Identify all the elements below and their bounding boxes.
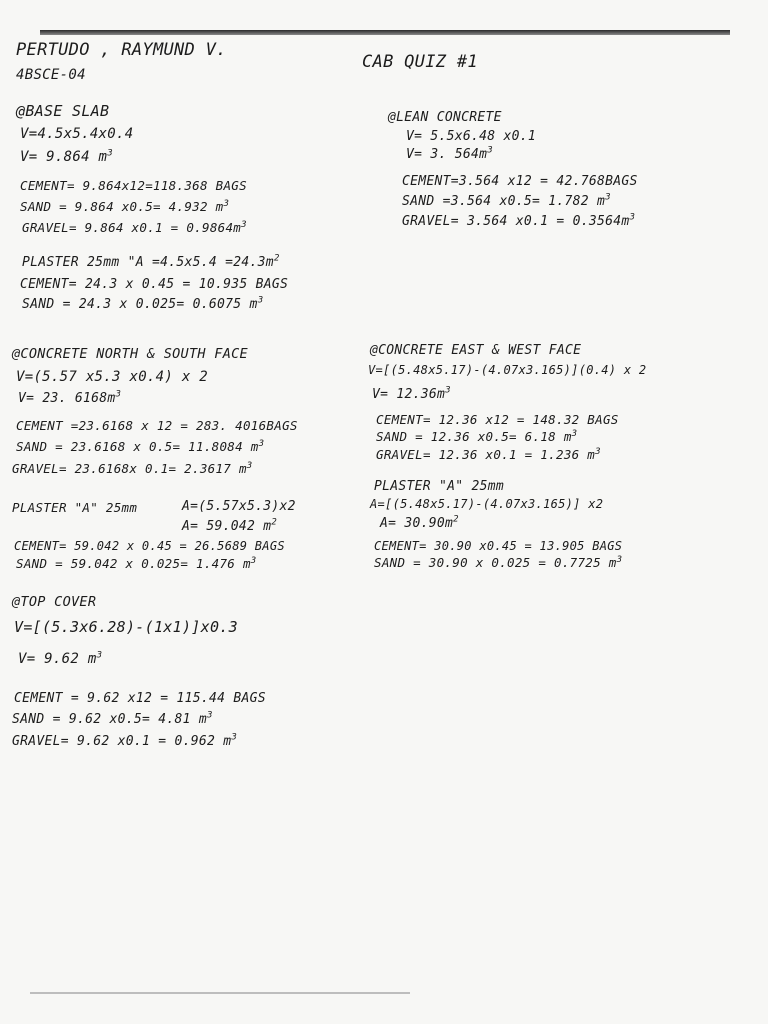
base-slab-plaster-cement: CEMENT= 24.3 x 0.45 = 10.935 BAGS [20,277,289,292]
lean-concrete-volume: V= 3. $564m^3$ [406,145,493,162]
student-name: PERTUDO , RAYMUND V. [16,40,227,60]
base-slab-volume: V= 9.864 $m^3$ [20,148,114,165]
student-section: 4BSCE-04 [16,67,86,83]
east-west-cement: CEMENT= 12.36 x12 = 148.32 BAGS [376,412,619,427]
top-cover-gravel: GRAVEL= 9.62 x0.1 = 0.962 $m^3$ [12,732,238,749]
lean-concrete-cement: CEMENT=3.564 x12 = 42.768BAGS [402,174,638,189]
base-slab-plaster: PLASTER 25mm "$A =4.5x5.4 =24.3m^2$ [22,253,280,270]
top-cover-title: @TOP COVER [12,594,97,610]
east-west-title: @CONCRETE EAST & WEST FACE [370,343,582,358]
east-west-plaster-area: $A= 30.90m^2$ [380,514,459,531]
base-slab-gravel: GRAVEL= 9.864 $x0.1 = 0.9864m^3$ [22,219,247,235]
base-slab-sand: SAND = 9.864 x0.5= 4.932 $m^3$ [20,198,230,214]
north-south-plaster-area: A= 59.042 $m^2$ [182,517,278,534]
lean-concrete-volume-formula: V= 5.5x6.48 x0.1 [406,129,537,144]
top-cover-volume-formula: V=[(5.3x6.28)-(1x1)]x0.3 [14,618,238,636]
east-west-plaster-cement: CEMENT= 30.90 x0.45 = 13.905 BAGS [374,539,623,553]
top-cover-volume: V= 9.62 $m^3$ [18,650,103,667]
base-slab-title: @BASE SLAB [16,102,110,120]
east-west-volume: $V= 12.36m^3$ [372,385,451,402]
base-slab-plaster-sand: SAND = 24.3 x 0.025= 0.6075 $m^3$ [22,295,264,312]
north-south-volume: V= 23. $6168m^3$ [18,389,122,406]
lean-concrete-sand: SAND =3.564 x0.5= 1.782 $m^3$ [402,192,611,209]
north-south-cement: CEMENT =23.6168 x 12 = 283. 4016BAGS [16,418,298,433]
north-south-gravel: GRAVEL= 23.6168x 0.1= 2.3617 $m^3$ [12,460,253,476]
north-south-title: @CONCRETE NORTH & SOUTH FACE [12,346,248,362]
north-south-plaster-cement: CEMENT= 59.042 x 0.45 = 26.5689 BAGS [14,539,285,553]
east-west-plaster-area-formula: A=[(5.48x5.17)-(4.07x3.165)] x2 [370,497,604,511]
top-cover-sand: SAND = 9.62 x0.5= 4.81 $m^3$ [12,710,213,727]
east-west-sand: SAND = 12.36 x0.5= 6.18 $m^3$ [376,428,578,444]
page-bottom-edge [30,992,410,994]
base-slab-volume-formula: V=4.5x5.4x0.4 [20,126,134,142]
lean-concrete-gravel: GRAVEL= 3.564 $x0.1 = 0.3564m^3$ [402,212,636,229]
top-cover-cement: CEMENT = 9.62 x12 = 115.44 BAGS [14,691,266,706]
north-south-plaster-label: PLASTER "A" 25mm [12,500,138,515]
north-south-plaster-area-formula: A=(5.57x5.3)x2 [182,499,296,514]
north-south-volume-formula: V=(5.57 x5.3 x0.4) x 2 [16,369,209,385]
north-south-plaster-sand: SAND = 59.042 x 0.025= 1.476 $m^3$ [16,555,257,571]
quiz-title: CAB QUIZ #1 [362,52,478,72]
east-west-plaster-label: PLASTER "A" 25mm [374,479,505,494]
east-west-plaster-sand: SAND = 30.90 x 0.025 = 0.7725 $m^3$ [374,554,623,570]
base-slab-cement: CEMENT= 9.864x12=118.368 BAGS [20,178,247,193]
page-top-edge [40,30,730,35]
north-south-sand: SAND = 23.6168 x 0.5= 11.8084 $m^3$ [16,438,265,454]
east-west-gravel: GRAVEL= 12.36 x0.1 = 1.236 $m^3$ [376,446,601,462]
east-west-volume-formula: V=[(5.48x5.17)-(4.07x3.165)](0.4) x 2 [368,363,647,377]
lean-concrete-title: @LEAN CONCRETE [388,110,502,125]
